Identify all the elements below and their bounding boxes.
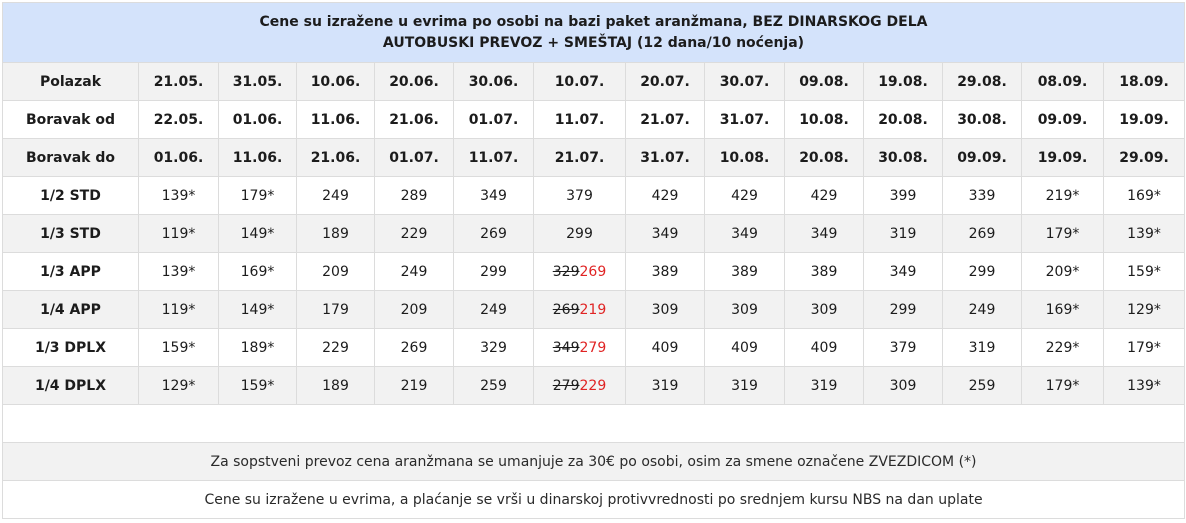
date-cell: 11.07. bbox=[454, 139, 534, 177]
date-cell: 29.08. bbox=[943, 63, 1022, 101]
row-label: Polazak bbox=[3, 63, 139, 101]
date-cell: 30.06. bbox=[454, 63, 534, 101]
price-cell: 349 bbox=[454, 177, 534, 215]
price-cell: 229 bbox=[297, 329, 375, 367]
price-cell: 179 bbox=[297, 291, 375, 329]
price-cell: 289 bbox=[375, 177, 454, 215]
old-price: 349 bbox=[552, 339, 580, 356]
price-cell: 409 bbox=[626, 329, 705, 367]
row-label: 1/3 STD bbox=[3, 215, 139, 253]
table-header bbox=[3, 3, 1185, 63]
header-line-1: Cene su izražene u evrima po osobi na bazi paket aranžmana, BEZ DINARSKOG DELA bbox=[259, 13, 928, 30]
price-cell: 229* bbox=[1022, 329, 1104, 367]
price-cell: 249 bbox=[943, 291, 1022, 329]
price-cell: 149* bbox=[219, 291, 297, 329]
price-row bbox=[3, 291, 1185, 329]
date-cell: 18.09. bbox=[1104, 63, 1185, 101]
price-cell: 349 bbox=[705, 215, 785, 253]
price-cell: 299 bbox=[534, 215, 626, 253]
date-cell: 31.05. bbox=[219, 63, 297, 101]
date-cell: 11.07. bbox=[534, 101, 626, 139]
price-cell: 309 bbox=[785, 291, 864, 329]
date-row bbox=[3, 139, 1185, 177]
price-cell: 249 bbox=[454, 291, 534, 329]
discounted-price-cell bbox=[534, 291, 626, 329]
price-cell: 319 bbox=[943, 329, 1022, 367]
date-cell: 21.06. bbox=[375, 101, 454, 139]
row-label: Boravak od bbox=[3, 101, 139, 139]
price-row bbox=[3, 215, 1185, 253]
price-cell: 169* bbox=[219, 253, 297, 291]
price-cell: 319 bbox=[785, 367, 864, 405]
date-cell: 21.07. bbox=[626, 101, 705, 139]
spacer-cell bbox=[3, 405, 1185, 443]
price-cell: 309 bbox=[705, 291, 785, 329]
price-cell: 269 bbox=[375, 329, 454, 367]
date-cell: 01.06. bbox=[219, 101, 297, 139]
price-cell: 169* bbox=[1022, 291, 1104, 329]
price-cell: 159* bbox=[219, 367, 297, 405]
price-cell: 249 bbox=[297, 177, 375, 215]
price-cell: 249 bbox=[375, 253, 454, 291]
price-cell: 209* bbox=[1022, 253, 1104, 291]
row-label: 1/4 DPLX bbox=[3, 367, 139, 405]
row-label: Boravak do bbox=[3, 139, 139, 177]
new-price: 269 bbox=[579, 263, 607, 280]
price-cell: 409 bbox=[705, 329, 785, 367]
date-cell: 09.09. bbox=[943, 139, 1022, 177]
price-cell: 189* bbox=[219, 329, 297, 367]
price-cell: 379 bbox=[864, 329, 943, 367]
price-cell: 349 bbox=[864, 253, 943, 291]
date-cell: 09.08. bbox=[785, 63, 864, 101]
price-cell: 229 bbox=[375, 215, 454, 253]
old-price: 279 bbox=[552, 377, 580, 394]
price-cell: 389 bbox=[705, 253, 785, 291]
date-row bbox=[3, 63, 1185, 101]
price-row bbox=[3, 253, 1185, 291]
price-cell: 189 bbox=[297, 215, 375, 253]
price-cell: 319 bbox=[864, 215, 943, 253]
date-cell: 08.09. bbox=[1022, 63, 1104, 101]
price-cell: 179* bbox=[1022, 367, 1104, 405]
old-price: 269 bbox=[552, 301, 580, 318]
price-cell: 189 bbox=[297, 367, 375, 405]
price-cell: 119* bbox=[139, 215, 219, 253]
price-cell: 379 bbox=[534, 177, 626, 215]
date-cell: 20.08. bbox=[785, 139, 864, 177]
date-cell: 20.07. bbox=[626, 63, 705, 101]
discounted-price-cell bbox=[534, 367, 626, 405]
row-label: 1/4 APP bbox=[3, 291, 139, 329]
date-cell: 21.06. bbox=[297, 139, 375, 177]
price-cell: 269 bbox=[454, 215, 534, 253]
row-label: 1/2 STD bbox=[3, 177, 139, 215]
header-line-2: AUTOBUSKI PREVOZ + SMEŠTAJ (12 dana/10 noćenja) bbox=[382, 34, 805, 51]
new-price: 229 bbox=[579, 377, 607, 394]
price-cell: 119* bbox=[139, 291, 219, 329]
price-cell: 299 bbox=[864, 291, 943, 329]
note-row bbox=[3, 443, 1185, 481]
new-price: 279 bbox=[579, 339, 607, 356]
date-cell: 11.06. bbox=[219, 139, 297, 177]
date-cell: 30.07. bbox=[705, 63, 785, 101]
price-cell: 259 bbox=[943, 367, 1022, 405]
price-cell: 139* bbox=[139, 177, 219, 215]
discounted-price-cell bbox=[534, 253, 626, 291]
price-cell: 209 bbox=[297, 253, 375, 291]
price-cell: 219 bbox=[375, 367, 454, 405]
date-cell: 19.08. bbox=[864, 63, 943, 101]
note-row bbox=[3, 481, 1185, 519]
note-text: Za sopstveni prevoz cena aranžmana se umanjuje za 30€ po osobi, osim za smene označene ZVEZDICOM (*) bbox=[3, 443, 1185, 481]
price-cell: 299 bbox=[943, 253, 1022, 291]
price-cell: 269 bbox=[943, 215, 1022, 253]
date-cell: 21.07. bbox=[534, 139, 626, 177]
price-cell: 349 bbox=[626, 215, 705, 253]
price-cell: 319 bbox=[626, 367, 705, 405]
date-cell: 20.06. bbox=[375, 63, 454, 101]
price-cell: 429 bbox=[785, 177, 864, 215]
price-cell: 139* bbox=[1104, 215, 1185, 253]
date-cell: 22.05. bbox=[139, 101, 219, 139]
date-cell: 10.06. bbox=[297, 63, 375, 101]
date-cell: 19.09. bbox=[1022, 139, 1104, 177]
date-cell: 31.07. bbox=[626, 139, 705, 177]
price-cell: 389 bbox=[626, 253, 705, 291]
price-cell: 349 bbox=[785, 215, 864, 253]
row-label: 1/3 DPLX bbox=[3, 329, 139, 367]
price-cell: 169* bbox=[1104, 177, 1185, 215]
date-cell: 30.08. bbox=[864, 139, 943, 177]
date-cell: 29.09. bbox=[1104, 139, 1185, 177]
price-cell: 339 bbox=[943, 177, 1022, 215]
price-cell: 159* bbox=[1104, 253, 1185, 291]
price-cell: 399 bbox=[864, 177, 943, 215]
price-cell: 309 bbox=[864, 367, 943, 405]
date-cell: 01.07. bbox=[375, 139, 454, 177]
row-label: 1/3 APP bbox=[3, 253, 139, 291]
date-cell: 11.06. bbox=[297, 101, 375, 139]
price-cell: 139* bbox=[1104, 367, 1185, 405]
spacer-row bbox=[3, 405, 1185, 443]
date-cell: 01.07. bbox=[454, 101, 534, 139]
price-cell: 299 bbox=[454, 253, 534, 291]
price-table bbox=[2, 2, 1185, 519]
price-cell: 179* bbox=[1104, 329, 1185, 367]
price-cell: 389 bbox=[785, 253, 864, 291]
price-cell: 409 bbox=[785, 329, 864, 367]
price-cell: 179* bbox=[219, 177, 297, 215]
note-text: Cene su izražene u evrima, a plaćanje se vrši u dinarskoj protivvrednosti po srednjem kursu NBS na dan uplate bbox=[3, 481, 1185, 519]
price-cell: 139* bbox=[139, 253, 219, 291]
price-row bbox=[3, 177, 1185, 215]
price-cell: 159* bbox=[139, 329, 219, 367]
price-cell: 259 bbox=[454, 367, 534, 405]
date-row bbox=[3, 101, 1185, 139]
price-cell: 179* bbox=[1022, 215, 1104, 253]
new-price: 219 bbox=[579, 301, 607, 318]
price-row bbox=[3, 367, 1185, 405]
date-cell: 09.09. bbox=[1022, 101, 1104, 139]
date-cell: 19.09. bbox=[1104, 101, 1185, 139]
date-cell: 01.06. bbox=[139, 139, 219, 177]
date-cell: 10.08. bbox=[785, 101, 864, 139]
date-cell: 10.08. bbox=[705, 139, 785, 177]
date-cell: 20.08. bbox=[864, 101, 943, 139]
date-cell: 21.05. bbox=[139, 63, 219, 101]
date-cell: 31.07. bbox=[705, 101, 785, 139]
date-cell: 30.08. bbox=[943, 101, 1022, 139]
price-cell: 319 bbox=[705, 367, 785, 405]
date-cell: 10.07. bbox=[534, 63, 626, 101]
price-cell: 329 bbox=[454, 329, 534, 367]
price-cell: 149* bbox=[219, 215, 297, 253]
price-row bbox=[3, 329, 1185, 367]
price-cell: 219* bbox=[1022, 177, 1104, 215]
price-cell: 129* bbox=[139, 367, 219, 405]
price-cell: 209 bbox=[375, 291, 454, 329]
price-cell: 429 bbox=[626, 177, 705, 215]
table-header-row bbox=[3, 3, 1185, 63]
old-price: 329 bbox=[552, 263, 580, 280]
discounted-price-cell bbox=[534, 329, 626, 367]
price-cell: 429 bbox=[705, 177, 785, 215]
price-cell: 129* bbox=[1104, 291, 1185, 329]
price-cell: 309 bbox=[626, 291, 705, 329]
